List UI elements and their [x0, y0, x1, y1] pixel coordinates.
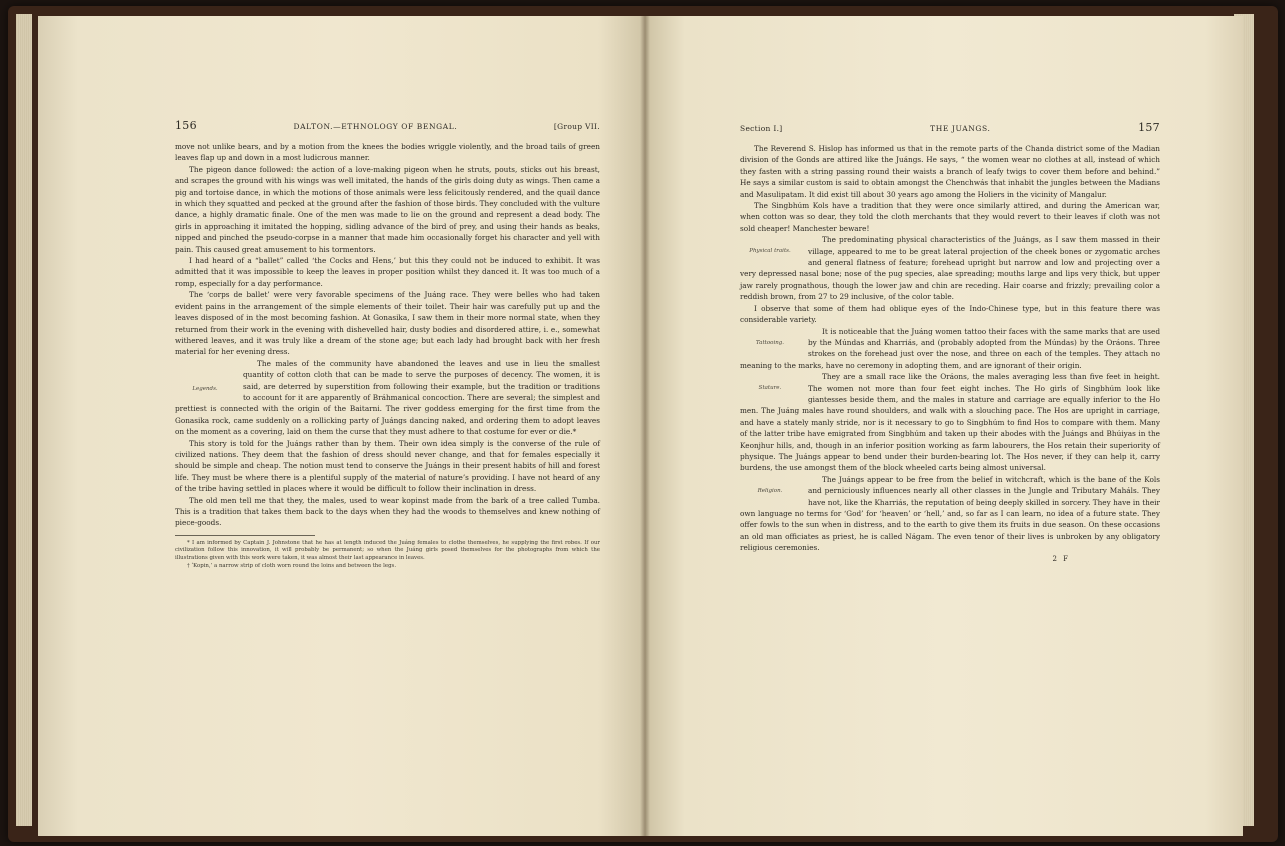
paragraph — [740, 474, 1160, 554]
paragraph: The ‘corps de ballet’ were very favorable specimens of the Juáng race. They were belles who had taken evident pains in the arrangement of the simple elements of their toilet. Their hair was carefully put up and the leaves disposed of in the most becoming fashion. At Gonasika, I saw them in their more normal state, when they returned from their work in the evening with dishevelled hair, dusty bodies and disordered attire, i. e., somewhat withered leaves, and it was truly like a dream of the stone age; but each lady had brought back with her fresh material for her evening dress. — [175, 290, 600, 357]
page-edges-left — [16, 14, 32, 826]
left-page — [38, 16, 645, 836]
paragraph-text: The predominating physical characteristics of the Juángs, as I saw them massed in their village, appeared to me to be great lateral projection of the cheek bones or zygomatic arches and general flatness of feature; forehead upright but narrow and low and projecting over a very depressed nasal bone; nose of the pug species, alae spreading; mouths large and lips very thick, but upper jaw rarely prognathous, though the lower jaw and chin are receding. Hair coarse and frizzly; prevailing color a reddish brown, from 27 to 29 inclusive, of the color table. — [740, 235, 1160, 302]
paragraph — [740, 234, 1160, 302]
paragraph: move not unlike bears, and by a motion from the knees the bodies wriggle violently, and the broad tails of green leaves flap up and down in a most ludicrous manner. — [175, 142, 600, 163]
left-running-title: DALTON.—ETHNOLOGY OF BENGAL. — [293, 122, 458, 131]
footnote: * I am informed by Captain J. Johnstone that he has at length induced the Juáng females to clothe themselves, he supplying the first robes. If our civilization follow this innovation, it will probably be permanent; so when the Juáng girls posed themselves for the photographs from which the illustrations given with this work were taken, it was almost their last appearance in leaves. — [175, 539, 600, 561]
paragraph: The pigeon dance followed: the action of a love-making pigeon when he struts, pouts, sticks out his breast, and scrapes the ground with his wings was well imitated, the hands of the girls doing duty as wings. Then came a pig and tortoise dance, in which the motions of those animals were less felicitously rendered, and the quail dance in which they squatted and pecked at the ground after the fashion of those birds. They concluded with the vulture dance, a highly dramatic finale. One of the men was made to lie on the ground and represent a dead body. The girls in approaching it imitated the hopping, sidling advance of the bird of prey, and using their hands as beaks, nipped and pinched the pseudo-corpse in a manner that made him occasionally forget his character and yell with pain. This caused great amusement to his tormentors. — [175, 164, 600, 254]
paragraph: I had heard of a “ballet” called ‘the Cocks and Hens,’ but this they could not be induced to exhibit. It was admitted that it was impossible to keep the leaves in proper position whilst they danced it. It was too much of a romp, especially for a day performance. — [175, 256, 600, 288]
paragraph-text: They are a small race like the Oráons, the males averaging less than five feet in height. The women not more than four feet eight inches. The Ho girls of Singbhúm look like giantesses beside them, and the males in stature and carriage are equally inferior to the Ho men. The Juáng males have round shoulders, and walk with a slouching pace. The Hos are upright in carriage, and have a stately manly stride, nor is it necessary to go to Singbhúm to find Hos to compare with them. Many of the latter tribe have emigrated from Singbhúm and taken up their abodes with the Juángs and Bhúiyas in the Keonjhur hills, and, though in an inferior position working as farm labourers, the Hos retain their superiority of physique. The Juángs appear to bend under their burden-bearing lot. The Hos never, if they can help it, carry burdens, the use amongst them of the block wheeled carts being almost universal. — [740, 372, 1160, 473]
book-gutter — [640, 16, 650, 836]
right-page — [645, 16, 1243, 836]
signature-mark: 2 F — [1052, 554, 1070, 563]
paragraph — [740, 371, 1160, 474]
left-text-block — [175, 119, 600, 570]
paragraph: I observe that some of them had oblique eyes of the Indo-Chinese type, but in this feature there was considerable variety. — [740, 303, 1160, 325]
right-text-block — [740, 121, 1160, 563]
paragraph-text: The Juángs appear to be free from the belief in witchcraft, which is the bane of the Kols and perniciously influences nearly all other classes in the Jungle and Tributary Maháls. They have not, like the Kharriás, the reputation of being deeply skilled in sorcery. They have in their own language no terms for ‘God’ for ‘heaven’ or ‘hell,’ and, so far as I can learn, no idea of a future state. They offer fowls to the sun when in distress, and to the earth to give them its fruits in due season. On these occasions an old man officiates as priest, he is called Nágam. The even tenor of their lives is unbroken by any obligatory religious ceremonies. — [740, 474, 1161, 553]
paragraph: The Reverend S. Hislop has informed us that in the remote parts of the Chanda district some of the Madian division of the Gonds are attired like the Juángs. He says, “ the women wear no clothes at all, instead of which they fasten with a string passing round their waists a branch of leafy twigs to cover them before and behind.” He says a similar custom is said to obtain amongst the Chenchwás that inhabit the jungles between the Madians and Masulipatam. It did exist till about 30 years ago among the Holiers in the vicinity of Mangalur. — [740, 144, 1160, 199]
paragraph: The Singbhúm Kols have a tradition that they were once similarly attired, and during the American war, when cotton was so dear, they told the cloth merchants that they would revert to their leaves if cloth was not sold cheaper! Manchester beware! — [740, 201, 1160, 233]
paragraph-text: It is noticeable that the Juáng women tattoo their faces with the same marks that are used by the Múndas and Kharriás, and (probably adopted from the Múndas) by the Oráons. Three strokes on the forehead just over the nose, and three on each of the temples. They attach no meaning to the marks, have no ceremony in adopting them, and are ignorant of their origin. — [740, 326, 1160, 370]
right-running-head — [740, 121, 1160, 134]
paragraph: The old men tell me that they, the males, used to wear kopinst made from the bark of a tree called Tumba. This is a tradition that takes them back to the days when they had the woods to themselves and knew nothing of piece-goods. — [175, 495, 600, 528]
right-running-title: THE JUANGS. — [930, 124, 991, 133]
right-page-number: 157 — [1138, 121, 1160, 134]
paragraph: This story is told for the Juángs rather than by them. Their own idea simply is the converse of the rule of civilized nations. They deem that the fashion of dress should never change, and that for females especially it should be simple and cheap. The notion must tend to conserve the Juángs in their present habits of hill and forest life. They must be where there is a plentiful supply of the material of nature’s providing. I have not heard of any of the tribe having settled in places where it would be difficult to follow their inclination in dress. — [175, 438, 600, 494]
paragraph — [175, 358, 600, 438]
left-group-label: [Group VII. — [553, 122, 600, 131]
sidenote-legends: Legends. — [192, 385, 218, 392]
left-running-head — [175, 119, 600, 132]
sidenote-religion: Religion. — [757, 487, 783, 494]
paragraph — [740, 326, 1160, 372]
sidenote-tattooing: Tattooing. — [755, 339, 785, 346]
paragraph-text: The males of the community have abandoned the leaves and use in lieu the smallest quantity of cotton cloth that can be made to serve the purposes of decency. The women, it is said, are deterred by superstition from following their example, but the tradition or traditions to account for it are apparently of Bráhmanical concoction. There are several; the simplest and prettiest is connected with the origin of the Baitarni. The river goddess emerging for the first time from the Gonasika rock, came suddenly on a rollicking party of Juángs dancing naked, and ordering them to adopt leaves on the moment as a covering, laid on them the curse that they must adhere to that costume for ever or die.* — [175, 358, 600, 437]
sidenote-physical-traits: Physical traits. — [749, 248, 791, 255]
sidenote-stature: Stature. — [758, 385, 782, 392]
right-section-label: Section I.] — [740, 124, 783, 133]
left-page-number: 156 — [175, 119, 197, 132]
footnote-rule — [175, 535, 315, 536]
footnote: † ‘Kopin,’ a narrow strip of cloth worn round the loins and between the legs. — [187, 562, 397, 569]
